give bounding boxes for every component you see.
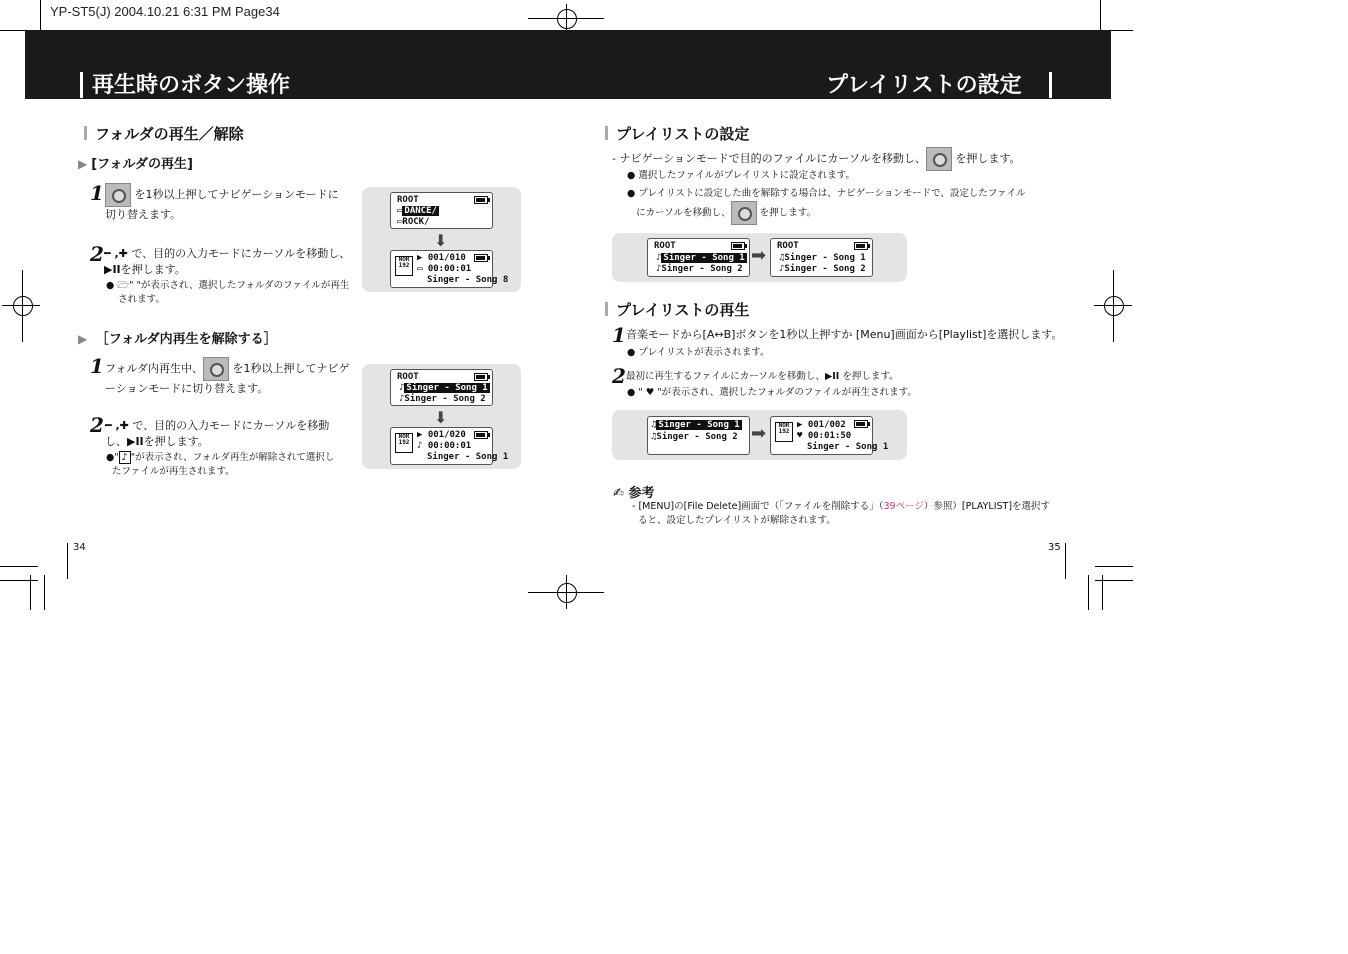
bullet-icon: ●: [106, 280, 115, 291]
instruction-line: - ナビゲーションモードで目的のファイルにカーソルを移動し、 を押します。: [612, 147, 1052, 171]
music-note-icon: ♪: [119, 451, 131, 464]
lcd-screen: NOR 192 ▶ 001/020 ♪ 00:00:01 Singer - Song 1: [390, 427, 493, 465]
registration-circle: [13, 296, 33, 316]
play-pause-icon: ▶II: [127, 435, 144, 448]
step-text: を1秒以上押してナビゲーションモードに 切り替えます。: [105, 183, 355, 223]
registration-circle: [1104, 296, 1124, 316]
page-reference-link[interactable]: 39ページ: [883, 501, 924, 512]
bullet-icon: ●: [627, 170, 636, 181]
nav-dial-icon: [203, 357, 229, 381]
lcd-panel: [362, 364, 521, 469]
step-number: 1: [90, 354, 104, 378]
folder-icon: 🗁: [117, 280, 130, 291]
page-number-left: 34: [73, 542, 86, 553]
arrow-down-icon: ⬇: [434, 231, 448, 250]
section-title-playlist-set: プレイリストの設定: [605, 123, 749, 144]
crop-mark: [67, 543, 68, 579]
note-bullet: ● 🗁" "が表示され、選択したフォルダのファイルが再生 されます。: [106, 280, 350, 305]
crop-mark: [1065, 543, 1066, 579]
note-heading: ✍ 参考: [613, 486, 655, 501]
arrow-right-icon: ➡: [751, 423, 767, 444]
right-page-title: プレイリストの設定: [826, 73, 1022, 98]
lcd-screen: ROOT ▭ DANCE/ ▭ROCK/: [390, 192, 493, 229]
step-number: 2: [90, 413, 104, 437]
subheading-folder-play: ▶ [フォルダの再生]: [78, 157, 193, 172]
bullet-icon: ●: [627, 387, 636, 398]
nav-dial-icon: [926, 147, 952, 171]
nav-dial-icon: [105, 183, 131, 207]
subheading-folder-cancel: ▶ ［フォルダ内再生を解除する］: [78, 332, 277, 347]
note-bullet: ● 選択したファイルがプレイリストに設定されます。: [627, 170, 855, 181]
step-text: ━ ,✚ で、目的の入力モードにカーソルを移動し、 ▶IIを押します。: [104, 247, 351, 276]
lcd-panel: [362, 187, 521, 292]
page-number-right: 35: [1048, 542, 1061, 553]
arrow-right-icon: ➡: [751, 245, 767, 266]
pencil-note-icon: ✍: [613, 486, 624, 501]
lcd-screen: NOR 192 ▶ 001/010 ▭ 00:00:01 Singer - Song 8: [390, 250, 493, 288]
lcd-screen: ROOT ♪ Singer - Song 1 ♪Singer - Song 2: [647, 238, 750, 277]
lcd-panel: [612, 233, 907, 282]
arrow-down-icon: ⬇: [434, 408, 448, 427]
lcd-screen: NOR 192 ▶ 001/002 ♥ 00:01:50 Singer - Song 1: [770, 416, 873, 455]
note-bullet: ●" ♪ "が表示され、フォルダ再生が解除されて選択し たファイルが再生されます。: [106, 452, 335, 477]
play-pause-icon: ▶II: [824, 371, 840, 382]
note-bullet: ● プレイリストに設定した曲を解除する場合は、ナビゲーションモードで、設定したファイル にカーソルを移動し、 を押します。: [627, 187, 1057, 225]
note-bullet: ● " ♥ "が表示され、選択したフォルダのファイルが再生されます。: [627, 387, 917, 398]
crop-mark: [1095, 580, 1133, 581]
lcd-panel: [612, 410, 907, 460]
lcd-screen: ROOT ♫Singer - Song 1 ♪Singer - Song 2: [770, 238, 873, 277]
step-number: 2: [612, 364, 626, 388]
crop-mark: [1095, 566, 1133, 567]
step-number: 1: [90, 181, 104, 205]
step-text: フォルダ内再生中、 を1秒以上押してナビゲ ーションモードに切り替えます。: [105, 357, 360, 397]
left-page-title: 再生時のボタン操作: [92, 73, 291, 98]
play-pause-icon: ▶II: [104, 263, 121, 276]
lcd-screen: ♫ Singer - Song 1 ♫Singer - Song 2: [647, 416, 750, 455]
minus-plus-icon: ━ ,✚: [104, 247, 128, 260]
crop-mark: [0, 580, 38, 581]
section-title-playlist-play: プレイリストの再生: [605, 299, 749, 320]
step-text: ━ ,✚ で、目的の入力モードにカーソルを移動 し、▶IIを押します。: [105, 419, 330, 448]
nav-dial-icon: [731, 201, 757, 225]
registration-circle: [557, 583, 577, 603]
header-accent: [1049, 72, 1052, 98]
section-title-folder: フォルダの再生／解除: [84, 123, 244, 144]
crop-mark: [0, 566, 38, 567]
crop-mark: [1088, 575, 1089, 610]
print-header: YP-ST5(J) 2004.10.21 6:31 PM Page34: [50, 4, 280, 19]
step-text: 最初に再生するファイルにカーソルを移動し、▶II を押します。: [626, 371, 899, 382]
step-text: 音楽モードから[A↔B]ボタンを1秒以上押すか [Menu]画面から[Playlist]を選択します。: [626, 328, 1063, 341]
registration-circle: [557, 9, 577, 29]
bullet-icon: ●: [627, 188, 636, 199]
step-number: 2: [90, 242, 104, 266]
bullet-icon: ●: [627, 347, 636, 358]
step-number: 1: [612, 323, 626, 347]
bullet-icon: ●: [106, 452, 115, 463]
lcd-screen: ROOT ♪ Singer - Song 1 ♪Singer - Song 2: [390, 369, 493, 406]
minus-plus-icon: ━ ,✚: [105, 419, 129, 432]
crop-mark: [44, 575, 45, 610]
note-text: - [MENU]の[File Delete]画面で（「ファイルを削除する」（39ページ）参照）[PLAYLIST]を選択す ると、設定したプレイリストが解除されます。: [632, 501, 1051, 526]
note-bullet: ● プレイリストが表示されます。: [627, 347, 770, 358]
header-accent: [80, 72, 83, 98]
